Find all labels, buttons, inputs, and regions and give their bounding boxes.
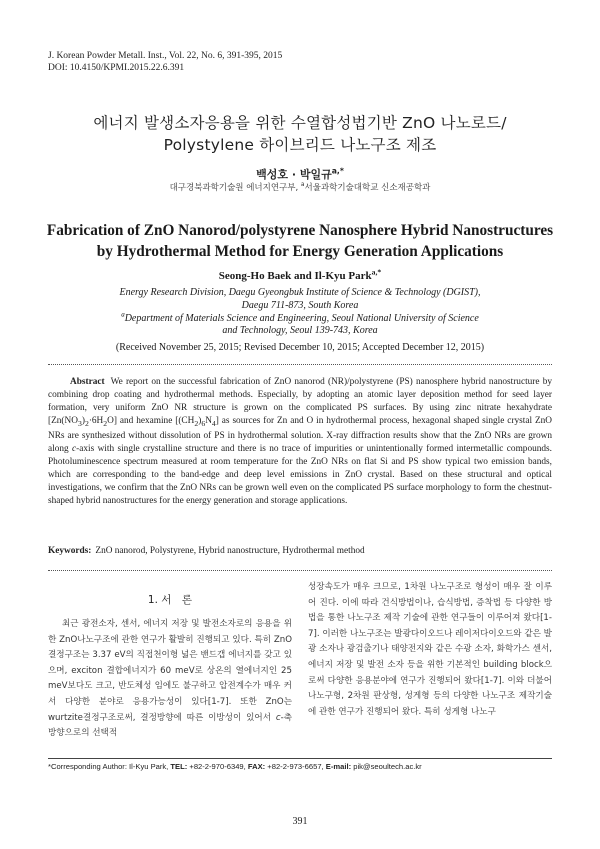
body-left-italic-c: c xyxy=(275,712,281,723)
footnote-tel: +82-2-970-6349, xyxy=(187,762,248,771)
korean-affil-part2: 서울과학기술대학교 신소재공학과 xyxy=(304,183,431,193)
abstract-text-7: ] as sources for Zn and O in hydrothermal process, hexagonal shaped single crystal ZnO NRs are synthesized without dissolution of PS in hydrothermal solution. X-ray diffraction results show that the ZnO NRs are grown along xyxy=(48,416,553,454)
english-affil-line1: Energy Research Division, Daegu Gyeongbuk Institute of Science & Technology (DGIST), xyxy=(119,287,481,298)
received-dates: (Received November 25, 2015; Revised December 10, 2015; Accepted December 12, 2015) xyxy=(115,342,485,353)
korean-title-line2: Polystylene 하이브리드 나노구조 제조 xyxy=(163,136,437,154)
abstract-italic-c: c xyxy=(72,443,77,454)
body-left-text-2: -축 방향으로의 선택적 xyxy=(48,712,292,739)
abstract-text-1: We report on the successful fabrication of ZnO nanorod (NR)/polystyrene (PS) nanosphere hybrid nanostructure by combining drop coating and hydrothermal methods. Especially, by adopting an atomic layer deposition method for seed layer formation, very uniform ZnO NR structure is grown on the complicated PS surfaces. By using zinc nitrate hexahydrate [Zn(NO xyxy=(48,377,552,426)
english-author-sup: a,* xyxy=(371,267,382,277)
korean-title xyxy=(40,112,560,156)
english-affil-line2: Daegu 711-873, South Korea xyxy=(241,299,359,311)
abstract-text-4: O] and hexamine [(CH xyxy=(107,416,195,426)
korean-title-line1: 에너지 발생소자응용을 위한 수열합성법기반 ZnO 나노로드/ xyxy=(93,114,507,132)
abstract-top-rule xyxy=(48,364,552,365)
footnote-email-label: E-mail: xyxy=(325,762,352,771)
korean-affiliation xyxy=(40,181,560,193)
abstract-bottom-rule xyxy=(48,570,552,571)
journal-doi: DOI: 10.4150/KPMI.2015.22.6.391 xyxy=(48,63,185,73)
korean-affil-sup: a xyxy=(300,181,305,189)
english-affiliation xyxy=(40,287,560,338)
footnote-tel-label: TEL: xyxy=(170,762,188,771)
abstract-text-5: ) xyxy=(198,416,202,426)
footnote-prefix: *Corresponding Author: Il-Kyu Park, xyxy=(48,762,171,771)
journal-header xyxy=(48,50,282,74)
footnote-fax-label: FAX: xyxy=(247,762,266,771)
english-title-line1: Fabrication of ZnO Nanorod/polystyrene Nanosphere Hybrid Nanostructures xyxy=(46,222,554,239)
abstract-sub-5: 6 xyxy=(201,418,206,428)
abstract-sub-3: 2 xyxy=(103,418,108,428)
footnote-rule xyxy=(48,758,552,759)
abstract-text-8: -axis with single crystalline structure and there is no trace of impurities or unintentionally formed intermetallic compounds. Photoluminescence spectrum measured at room temperature for the ZnO NRs on flat Si and PS show typical two emission bands, which are corresponding to the band-edge and deep level emissions in ZnO crystal. Based on these structural and optical investigations, we confirm that the ZnO NRs can be grown well even on the complicated PS surface morphology to form the chestnut-shaped hybrid nanostructures for the energy generation and storage applications. xyxy=(48,443,552,506)
section-heading: 1. 서 론 xyxy=(147,594,193,606)
abstract-text-6: N xyxy=(205,416,212,426)
korean-author-sup: a,* xyxy=(331,166,344,176)
body-right-column: 성장속도가 매우 크므로, 1차원 나노구조로 형성이 매우 잘 이루어 진다. 이에 따라 건식방법이나, 습식방법, 증착법 등 다양한 방법을 통한 나노구조 제작 기술에 관한 연구들이 이루어져 왔다[1-7]. 이러한 나노구조는 발광다이오드나 레이저다이오드와 같은 발광 소자나 광검출기나 태양전지와 같은 수광 소자, 화학가스 센서, 에너지 저장 및 발전 소자 등을 위한 기본적인 building block으로써 다양한 응용분야에 연구가 진행되어 왔다[1-7]. 이와 더불어 나노구형, 2차원 판상형, 성게형 등의 다양한 나노구조 제작기술에 관한 연구가 진행되어 왔다. 특히 성게형 나노구 xyxy=(308,582,552,717)
body-left-text-1: 최근 광전소자, 센서, 에너지 저장 및 발전소자로의 응용을 위한 ZnO나노구조에 관한 연구가 활발히 진행되고 있다. 특히 ZnO결정구조는 3.37 eV의 직접천이형 넓은 밴드갭 에너지를 갖고 있으며, exciton 결합에너지가 60 meV로 상온의 열에너지인 25 meV보다도 크고, 반도체성 임에도 불구하고 압전계수가 매우 커서 다양한 분야로 응용가능성이 있다[1-7]. 또한 ZnO는 wurtzite결정구조로써, 결정방향에 따른 이방성이 있어서 xyxy=(48,619,292,723)
english-affil-line4: and Technology, Seoul 139-743, Korea xyxy=(222,325,378,337)
footnote-email: pik@seoultech.ac.kr xyxy=(351,762,422,771)
abstract-sub-2: 2 xyxy=(84,418,89,428)
footnote xyxy=(48,762,422,771)
english-title xyxy=(40,220,560,262)
journal-citation: J. Korean Powder Metall. Inst., Vol. 22, No. 6, 391-395, 2015 xyxy=(48,51,283,61)
abstract-text-3: ·6H xyxy=(88,416,104,426)
keywords xyxy=(48,546,552,556)
korean-authors xyxy=(40,166,560,182)
abstract-sub-1: 3 xyxy=(77,418,82,428)
abstract xyxy=(48,376,552,508)
korean-author-names: 백성호 · 박일규 xyxy=(256,168,332,181)
korean-affil-part1: 대구경북과학기술원 에너지연구부, xyxy=(169,183,301,193)
keywords-text: ZnO nanorod, Polystyrene, Hybrid nanostructure, Hydrothermal method xyxy=(95,546,365,556)
english-title-line2: by Hydrothermal Method for Energy Generation Applications xyxy=(96,243,504,260)
english-authors xyxy=(40,267,560,282)
footnote-fax: +82-2-973-6657, xyxy=(265,762,326,771)
page-number: 391 xyxy=(292,816,308,827)
abstract-text-2: ) xyxy=(81,416,85,426)
abstract-sub-6: 4 xyxy=(211,418,216,428)
english-affil-line3-wrap xyxy=(40,310,560,326)
body-left-column xyxy=(48,617,292,742)
english-affil-line3: Department of Materials Science and Engineering, Seoul National University of Science xyxy=(124,312,479,324)
abstract-sub-4: 2 xyxy=(194,418,199,428)
english-affil-sup: a xyxy=(121,310,125,319)
keywords-label: Keywords: xyxy=(48,546,92,556)
english-author-names: Seong-Ho Baek and Il-Kyu Park xyxy=(218,270,372,282)
abstract-label: Abstract xyxy=(70,377,105,387)
